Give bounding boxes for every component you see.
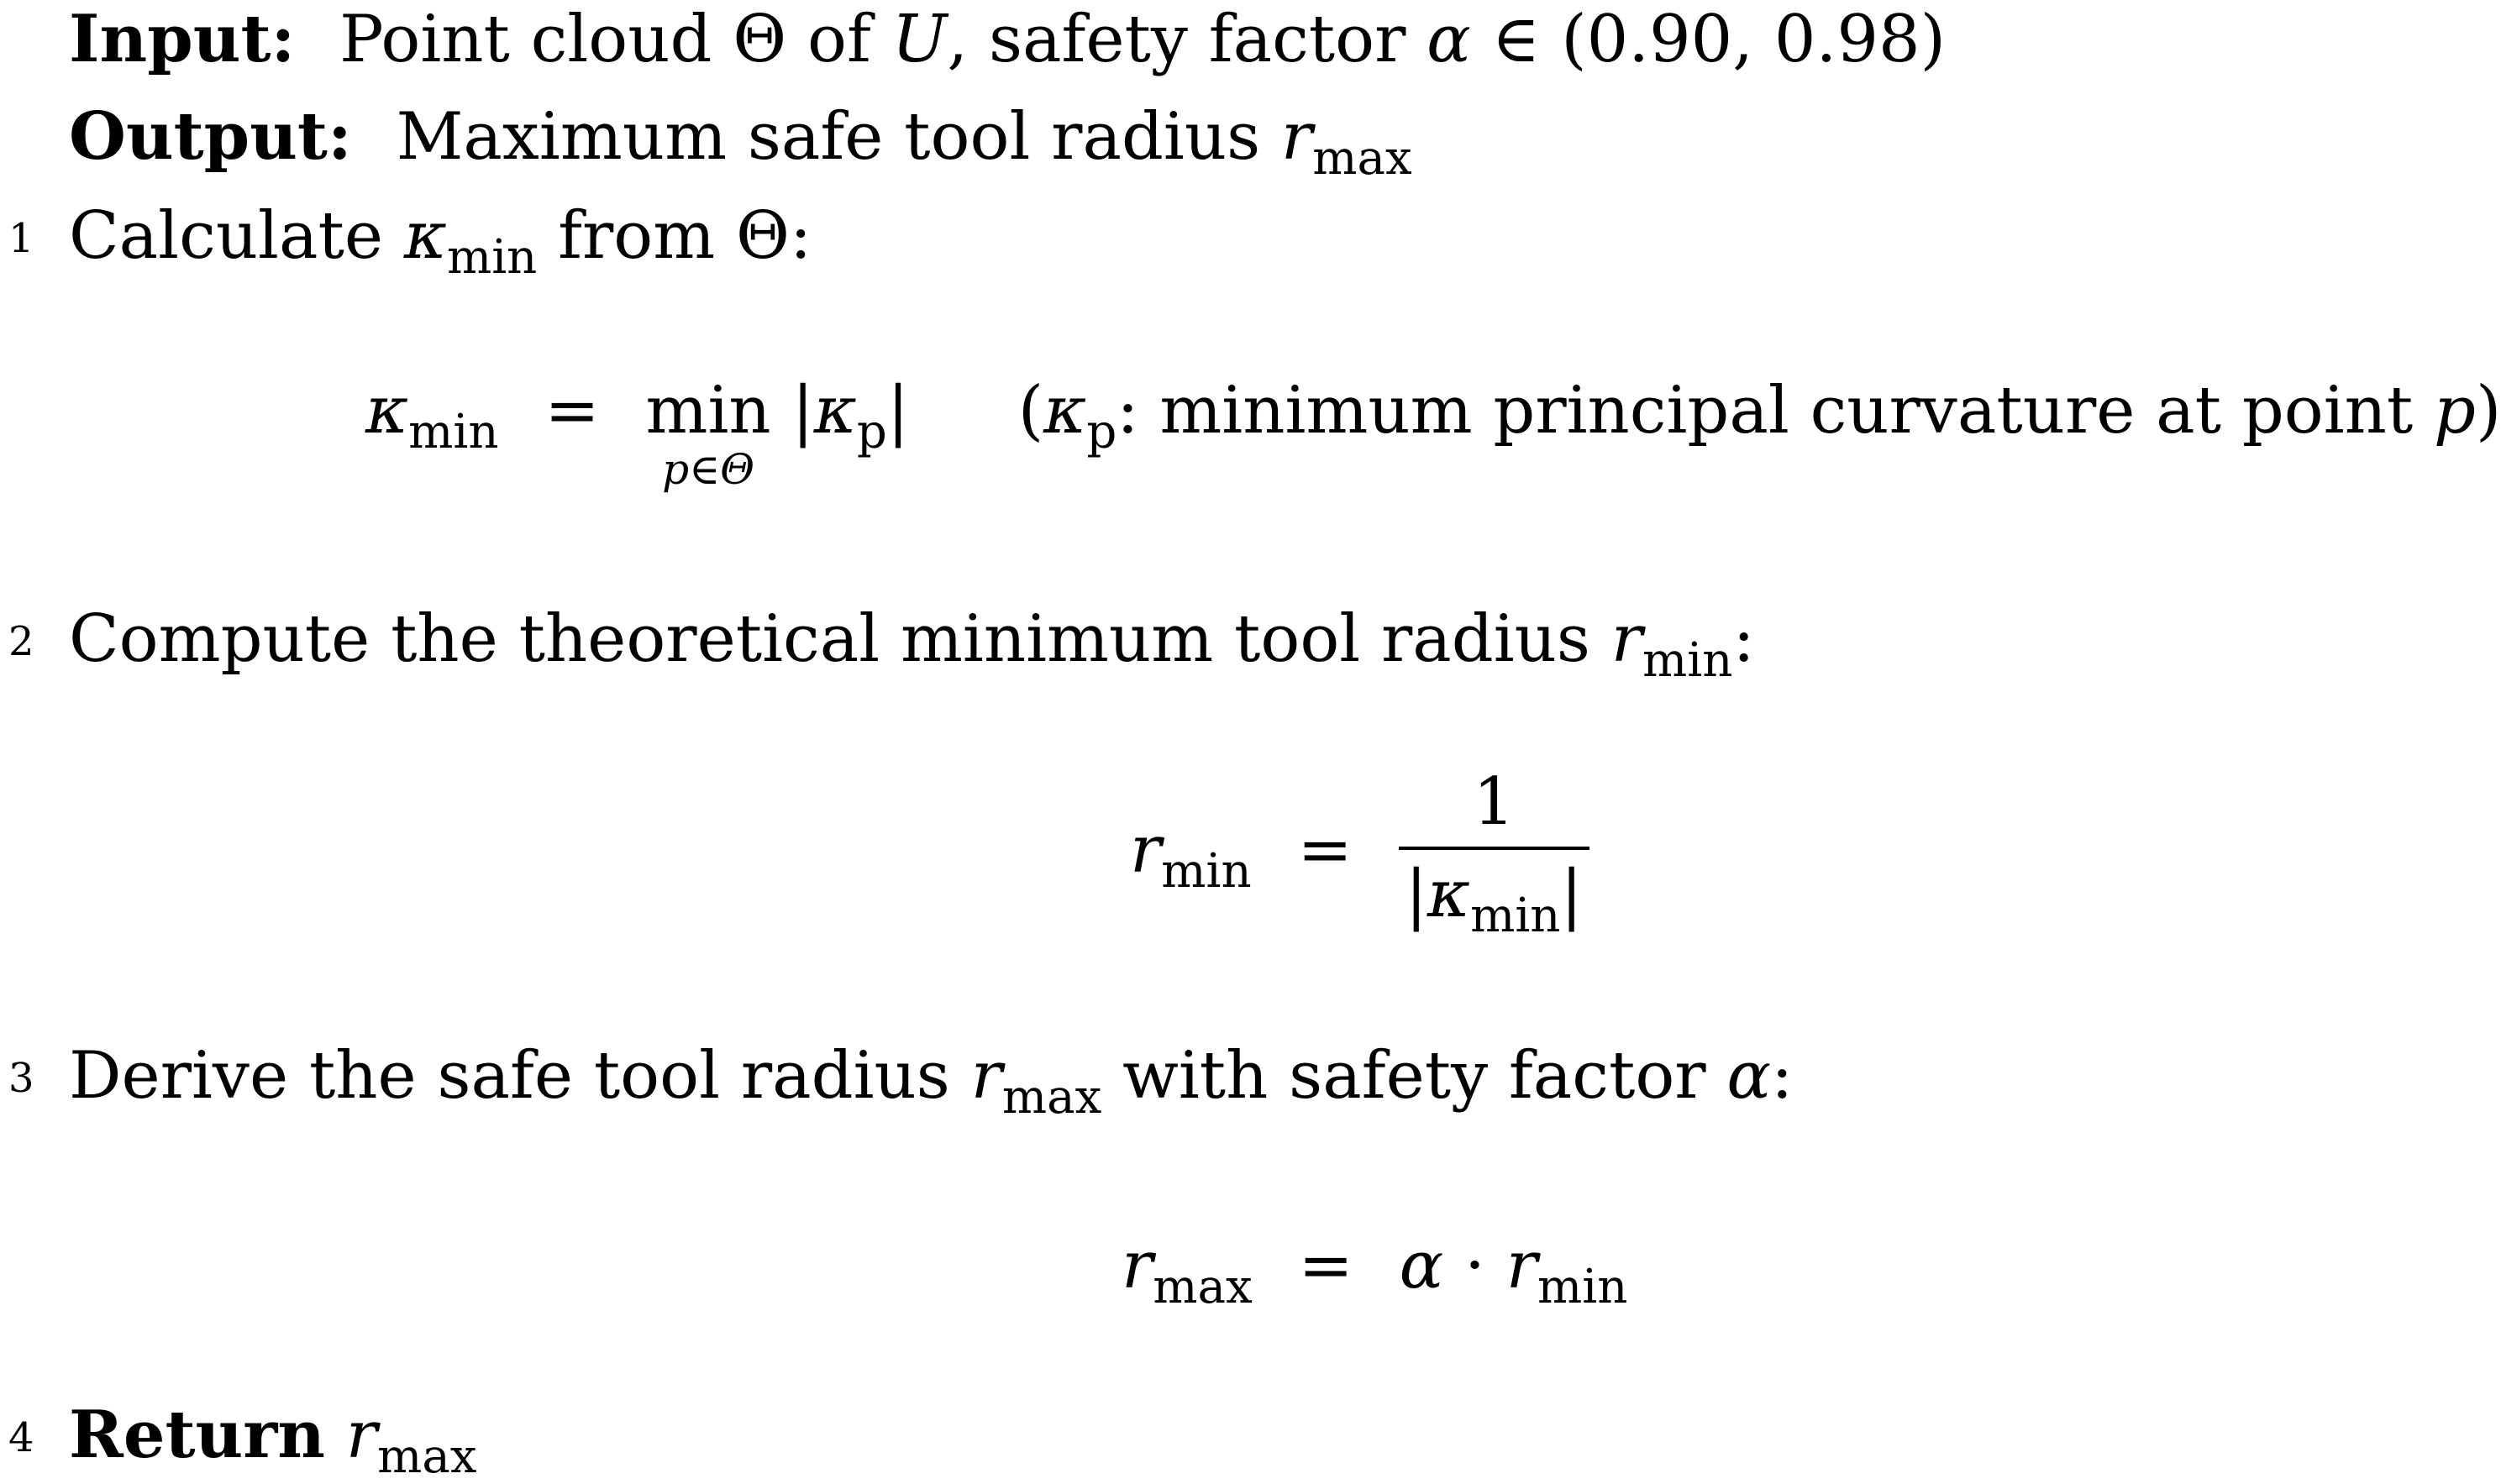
eq1-p-sub: p [856, 404, 887, 459]
eq2-lhs-r: r [1130, 812, 1162, 889]
eq1-equals: = [544, 373, 600, 448]
step-3-r: r [970, 1038, 1002, 1114]
step-3-text-2: with safety factor [1122, 1038, 1706, 1114]
step-4-keyword: Return [69, 1397, 325, 1473]
step-1-number: 1 [8, 215, 34, 262]
equation-kappa-min [365, 373, 2501, 494]
eq3-alpha: α [1399, 1228, 1444, 1303]
step-2-r-sub: min [1642, 632, 1733, 688]
step-2-colon: : [1732, 601, 1755, 677]
eq1-note-text: : minimum principal curvature at point [1117, 373, 2414, 448]
eq3-equals: = [1298, 1228, 1353, 1303]
input-theta: Θ [733, 2, 787, 77]
eq3-lhs-sub: max [1153, 1259, 1253, 1314]
input-keyword: Input: [69, 1, 296, 77]
eq3-dot: · [1464, 1228, 1485, 1303]
eq1-note-close: ) [2475, 373, 2501, 448]
eq1-note-sub: p [1086, 404, 1117, 459]
input-interval: (0.90, 0.98) [1561, 2, 1946, 77]
input-in-symbol: ∈ [1491, 2, 1541, 77]
step-3-alpha: α [1726, 1038, 1772, 1114]
eq1-lhs-sub: min [408, 404, 499, 459]
step-4-r: r [345, 1397, 378, 1473]
eq1-min-under: p∈Θ [662, 445, 755, 494]
eq2-fraction [1399, 764, 1589, 943]
input-text-1: Point cloud [339, 2, 712, 77]
eq2-den-open: | [1405, 857, 1427, 932]
eq3-rhs-sub: min [1537, 1259, 1628, 1314]
step-3-colon: : [1771, 1038, 1794, 1114]
eq1-note-kappa: κ [1043, 373, 1087, 448]
eq2-den-kappa: κ [1427, 857, 1471, 932]
eq1-kappa-p: κ [813, 373, 857, 448]
eq3-rhs-r: r [1505, 1228, 1538, 1303]
output-r-sub: max [1312, 130, 1412, 186]
eq1-min: min [645, 373, 771, 448]
eq2-equals: = [1297, 812, 1353, 889]
step-3-r-sub: max [1001, 1069, 1102, 1125]
eq2-numerator: 1 [1473, 764, 1516, 840]
eq1-abs-open: | [791, 373, 814, 448]
eq1-min-operator [645, 373, 771, 494]
input-text-3: , safety factor [947, 2, 1406, 77]
eq1-note-open: ( [1017, 373, 1044, 448]
eq1-note-p: p [2434, 373, 2476, 448]
step-1-kappa-sub: min [446, 229, 538, 285]
eq2-lhs-sub: min [1161, 844, 1252, 899]
eq1-lhs-kappa: κ [365, 373, 409, 448]
input-text-2: of [807, 2, 871, 77]
step-1-colon: : [789, 198, 812, 274]
eq2-denominator [1399, 850, 1589, 943]
input-alpha: α [1427, 2, 1471, 77]
step-1-theta: Θ [736, 198, 790, 274]
step-3-text-1: Derive the safe tool radius [69, 1038, 950, 1114]
step-2-r: r [1610, 601, 1643, 677]
output-text: Maximum safe tool radius [396, 99, 1261, 175]
step-2-number: 2 [8, 618, 34, 665]
equation-r-max [1122, 1228, 1628, 1314]
output-keyword: Output: [69, 98, 352, 175]
step-1-text-1: Calculate [69, 198, 384, 274]
eq1-abs-close: | [886, 373, 910, 448]
output-r: r [1280, 99, 1313, 175]
step-4-r-sub: max [377, 1429, 477, 1484]
eq2-den-sub: min [1470, 888, 1561, 943]
step-1-kappa: κ [403, 198, 447, 274]
equation-r-min [1130, 764, 1589, 943]
input-u: U [891, 2, 948, 77]
step-1-text-2: from [558, 198, 716, 274]
step-3-number: 3 [8, 1055, 34, 1102]
eq2-den-close: | [1560, 857, 1583, 932]
step-2-text: Compute the theoretical minimum tool radius [69, 601, 1590, 677]
eq3-lhs-r: r [1122, 1228, 1153, 1303]
step-4-number: 4 [8, 1414, 34, 1461]
